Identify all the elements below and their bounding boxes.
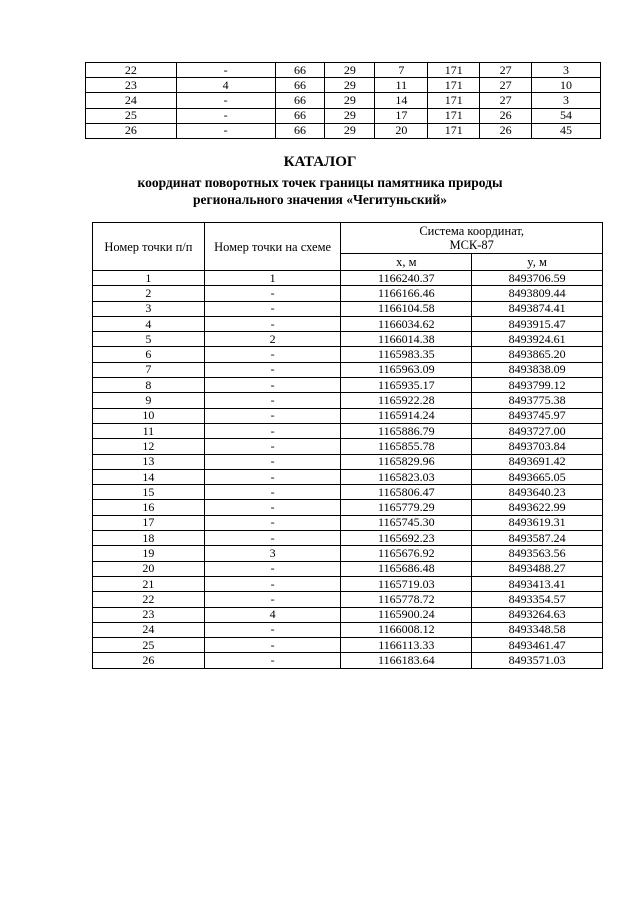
table-cell: 17 (93, 515, 205, 530)
table-row (93, 393, 603, 408)
coordinates-table (92, 222, 603, 669)
table-cell: - (204, 622, 341, 637)
table-cell: 1 (93, 271, 205, 286)
table-cell: 29 (325, 123, 375, 138)
table-cell: - (204, 439, 341, 454)
table-cell: 8493809.44 (472, 286, 603, 301)
table-cell: 12 (93, 439, 205, 454)
table-cell: 29 (325, 63, 375, 78)
table-cell: 11 (375, 78, 428, 93)
table-row (93, 378, 603, 393)
table-cell: - (204, 286, 341, 301)
catalog-subtitle-line1: координат поворотных точек границы памятника природы (137, 175, 503, 190)
table-cell: 8493488.27 (472, 561, 603, 576)
table-cell: 27 (480, 78, 532, 93)
table-cell: 1 (204, 271, 341, 286)
table-cell: 7 (93, 362, 205, 377)
table-cell: 24 (93, 622, 205, 637)
table-cell: 26 (480, 123, 532, 138)
table-cell: 5 (93, 332, 205, 347)
table-cell: 66 (275, 93, 325, 108)
table-cell: 25 (93, 638, 205, 653)
table-cell: 8493461.47 (472, 638, 603, 653)
table-cell: 21 (93, 576, 205, 591)
table-cell: 171 (428, 63, 480, 78)
table-row (93, 485, 603, 500)
table-cell: 1165823.03 (341, 469, 472, 484)
table-cell: 1165914.24 (341, 408, 472, 423)
table-cell: - (204, 347, 341, 362)
table-cell: 8493563.56 (472, 546, 603, 561)
table-cell: 7 (375, 63, 428, 78)
table-cell: 2 (93, 286, 205, 301)
table-cell: 29 (325, 108, 375, 123)
table-cell: - (204, 515, 341, 530)
table-cell: 1165779.29 (341, 500, 472, 515)
table-cell: 1166166.46 (341, 286, 472, 301)
table-cell: 171 (428, 108, 480, 123)
table-cell: - (204, 378, 341, 393)
table-cell: 1165963.09 (341, 362, 472, 377)
table-cell: 8493264.63 (472, 607, 603, 622)
table-cell: 20 (375, 123, 428, 138)
table-cell: - (204, 592, 341, 607)
table-cell: 66 (275, 63, 325, 78)
table-row (93, 638, 603, 653)
table-cell: - (204, 576, 341, 591)
table-cell: 1165935.17 (341, 378, 472, 393)
table-cell: 8493706.59 (472, 271, 603, 286)
table-cell: 1166034.62 (341, 316, 472, 331)
table-cell: 14 (375, 93, 428, 108)
header-coordinate-system (341, 223, 603, 254)
catalog-subtitle-line2: регионального значения «Чегитуньский» (193, 192, 447, 207)
table-cell: 8493838.09 (472, 362, 603, 377)
table-cell: 18 (93, 531, 205, 546)
table-cell: 1165900.24 (341, 607, 472, 622)
table-row (93, 469, 603, 484)
table-cell: 1165719.03 (341, 576, 472, 591)
table-cell: 1165855.78 (341, 439, 472, 454)
header-scheme-number: Номер точки на схеме (204, 223, 341, 271)
table-cell: 4 (93, 316, 205, 331)
table-cell: 1165806.47 (341, 485, 472, 500)
table-cell: - (176, 63, 275, 78)
table-cell: - (204, 408, 341, 423)
table-cell: - (204, 638, 341, 653)
table-row (93, 332, 603, 347)
table-cell: 1165922.28 (341, 393, 472, 408)
table-cell: - (176, 93, 275, 108)
table-cell: 10 (532, 78, 601, 93)
table-row (93, 271, 603, 286)
table-cell: - (204, 561, 341, 576)
table-cell: 22 (86, 63, 177, 78)
table-cell: 1166104.58 (341, 301, 472, 316)
table-cell: 10 (93, 408, 205, 423)
table-cell: 3 (532, 63, 601, 78)
table-cell: 17 (375, 108, 428, 123)
table-row (93, 531, 603, 546)
table-cell: 1166113.33 (341, 638, 472, 653)
table-cell: 171 (428, 78, 480, 93)
table-cell: - (204, 531, 341, 546)
table-row (93, 286, 603, 301)
table-cell: 45 (532, 123, 601, 138)
table-cell: 66 (275, 108, 325, 123)
table-cell: - (204, 500, 341, 515)
table-cell: 1166183.64 (341, 653, 472, 668)
table-cell: 4 (176, 78, 275, 93)
table-cell: 26 (93, 653, 205, 668)
header-y: y, м (472, 254, 603, 271)
table-cell: 66 (275, 78, 325, 93)
table-row (93, 607, 603, 622)
continued-angles-table (85, 62, 601, 139)
table-row (93, 347, 603, 362)
table-row (93, 622, 603, 637)
table-cell: 171 (428, 123, 480, 138)
table-row (93, 301, 603, 316)
table-row (93, 362, 603, 377)
table-cell: 54 (532, 108, 601, 123)
table-cell: 24 (86, 93, 177, 108)
catalog-title: КАТАЛОГ (283, 154, 357, 170)
table-cell: 8493915.47 (472, 316, 603, 331)
table-cell: 27 (480, 93, 532, 108)
table-cell: 66 (275, 123, 325, 138)
table-cell: 8493727.00 (472, 423, 603, 438)
table-cell: 8493619.31 (472, 515, 603, 530)
table-cell: 8493640.23 (472, 485, 603, 500)
table-cell: 6 (93, 347, 205, 362)
table-cell: 4 (204, 607, 341, 622)
table-cell: 11 (93, 423, 205, 438)
table-cell: 8493874.41 (472, 301, 603, 316)
table-cell: - (204, 393, 341, 408)
table-cell: - (204, 362, 341, 377)
table-cell: 1165778.72 (341, 592, 472, 607)
table-cell: 8493413.41 (472, 576, 603, 591)
table-cell: 20 (93, 561, 205, 576)
table-row (93, 316, 603, 331)
table-cell: - (204, 316, 341, 331)
table-cell: 1166240.37 (341, 271, 472, 286)
table-row (93, 408, 603, 423)
table-cell: 26 (480, 108, 532, 123)
table-cell: 26 (86, 123, 177, 138)
table-row (86, 123, 601, 138)
table-cell: 8493799.12 (472, 378, 603, 393)
table-cell: 9 (93, 393, 205, 408)
table-cell: - (204, 423, 341, 438)
table-row (93, 546, 603, 561)
table-cell: 25 (86, 108, 177, 123)
table-row (93, 423, 603, 438)
table-cell: 1165686.48 (341, 561, 472, 576)
header-x: x, м (341, 254, 472, 271)
table-cell: 19 (93, 546, 205, 561)
table-cell: - (204, 653, 341, 668)
table-cell: 1165692.23 (341, 531, 472, 546)
table-row (93, 653, 603, 668)
table-cell: 1165745.30 (341, 515, 472, 530)
table-row (93, 561, 603, 576)
table-row (93, 515, 603, 530)
table-cell: 171 (428, 93, 480, 108)
table-cell: 8493622.99 (472, 500, 603, 515)
table-cell: 8493691.42 (472, 454, 603, 469)
header-system-line1: Система координат, (419, 224, 525, 238)
table-cell: 1165983.35 (341, 347, 472, 362)
table-row (86, 108, 601, 123)
table-cell: 8493571.03 (472, 653, 603, 668)
table-cell: - (176, 108, 275, 123)
header-system-line2: МСК-87 (449, 238, 494, 252)
table-row (93, 592, 603, 607)
table-cell: 1165886.79 (341, 423, 472, 438)
table-cell: 8 (93, 378, 205, 393)
table-cell: 1165676.92 (341, 546, 472, 561)
table-cell: - (204, 469, 341, 484)
table-cell: 8493703.84 (472, 439, 603, 454)
table-cell: 3 (204, 546, 341, 561)
table-cell: 13 (93, 454, 205, 469)
table-cell: 15 (93, 485, 205, 500)
table-row (93, 439, 603, 454)
table-cell: 1166008.12 (341, 622, 472, 637)
table-cell: 27 (480, 63, 532, 78)
table-cell: 16 (93, 500, 205, 515)
table-cell: 2 (204, 332, 341, 347)
table-cell: 8493745.97 (472, 408, 603, 423)
table-cell: 8493348.58 (472, 622, 603, 637)
table-row (86, 78, 601, 93)
table-row (86, 63, 601, 78)
table-cell: 8493865.20 (472, 347, 603, 362)
table-cell: 1166014.38 (341, 332, 472, 347)
header-point-number: Номер точки п/п (93, 223, 205, 271)
table-cell: 29 (325, 93, 375, 108)
table-row (93, 500, 603, 515)
table-cell: 8493775.38 (472, 393, 603, 408)
table-cell: - (204, 454, 341, 469)
table-cell: 3 (93, 301, 205, 316)
table-cell: - (204, 485, 341, 500)
table-cell: - (204, 301, 341, 316)
table-cell: 3 (532, 93, 601, 108)
table-cell: 23 (93, 607, 205, 622)
table-cell: 8493354.57 (472, 592, 603, 607)
table-cell: 8493587.24 (472, 531, 603, 546)
table-cell: 29 (325, 78, 375, 93)
table-cell: 8493924.61 (472, 332, 603, 347)
table-cell: 23 (86, 78, 177, 93)
table-cell: 22 (93, 592, 205, 607)
table-cell: - (176, 123, 275, 138)
table-row (93, 576, 603, 591)
table-row (86, 93, 601, 108)
table-cell: 14 (93, 469, 205, 484)
table-cell: 8493665.05 (472, 469, 603, 484)
table-row (93, 454, 603, 469)
table-cell: 1165829.96 (341, 454, 472, 469)
